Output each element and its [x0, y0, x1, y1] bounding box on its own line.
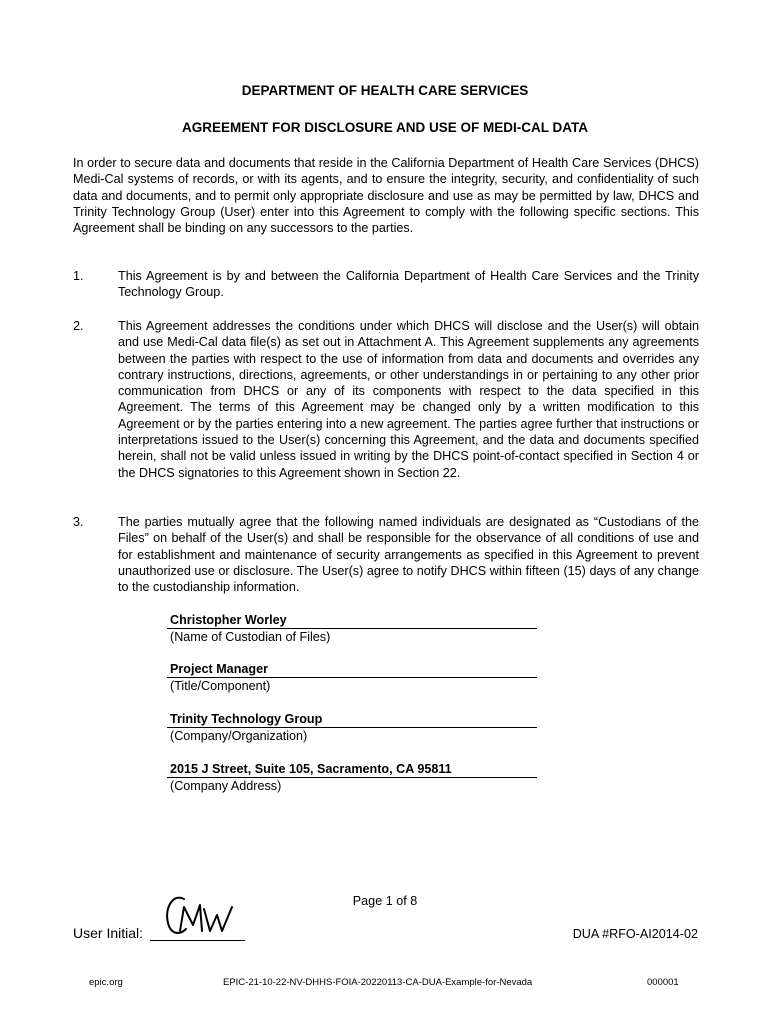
- section-number: 3.: [73, 515, 84, 529]
- user-initial-label: User Initial:: [73, 925, 144, 941]
- section-1: [73, 268, 699, 301]
- agreement-title: AGREEMENT FOR DISCLOSURE AND USE OF MEDI-CAL DATA: [181, 120, 588, 135]
- custodian-address: 2015 J Street, Suite 105, Sacramento, CA 95811: [167, 761, 537, 778]
- footer-document-id: EPIC-21-10-22-NV-DHHS-FOIA-20220113-CA-DUA-Example-for-Nevada: [223, 977, 533, 988]
- custodian-company-block: [167, 711, 537, 744]
- custodian-title-block: [167, 661, 537, 694]
- custodian-company: Trinity Technology Group: [167, 711, 537, 728]
- section-number: 1.: [73, 269, 84, 283]
- custodian-name: Christopher Worley: [167, 612, 537, 629]
- footer-page-id: 000001: [647, 977, 679, 988]
- section-text: This Agreement addresses the conditions under which DHCS will disclose and the User(s) will obtain and use Medi-Cal data file(s) as set out in Attachment A. This Agreement supplements any agreements between the parties with respect to the use of information from data and documents and overrides any contrary instructions, directions, agreements, or other understandings in or pertaining to any other prior communication from DHCS or any of its components with respect to the data specified in this Agreement. The terms of this Agreement may be changed only by a written modification to this Agreement or by the parties entering into a new agreement. The parties agree further that instructions or interpretations issued to the User(s) concerning this Agreement, and the data and documents specified herein, shall not be valid unless issued in writing by the DHCS point-of-contact specified in Section 4 or the DHCS signatories to this Agreement shown in Section 22.: [118, 319, 699, 480]
- section-text: This Agreement is by and between the California Department of Health Care Services and the Trinity Technology Group.: [118, 269, 699, 300]
- custodian-address-block: [167, 761, 537, 794]
- section-number: 2.: [73, 319, 84, 333]
- dua-number: DUA #RFO-AI2014-02: [572, 927, 698, 941]
- intro-paragraph: In order to secure data and documents that reside in the California Department of Health Care Services (DHCS) Medi-Cal systems of records, or with its agents, and to ensure the integrity, security, and confidentiality of such data and documents, and to permit only appropriate disclosure and use as may be permitted by law, DHCS and Trinity Technology Group (User) enter into this Agreement to comply with the following specific sections. This Agreement shall be binding on any successors to the parties.: [73, 156, 699, 236]
- custodian-name-label: (Name of Custodian of Files): [170, 630, 331, 644]
- handwritten-initials-signature: [160, 885, 240, 945]
- custodian-name-block: [167, 612, 537, 645]
- custodian-address-label: (Company Address): [170, 779, 282, 793]
- section-text: The parties mutually agree that the following named individuals are designated as “Custodians of the Files” on behalf of the User(s) and shall be responsible for the observance of all conditions of use and for establishment and maintenance of security arrangements as specified in this Agreement to prevent unauthorized use or disclosure. The User(s) agree to notify DHCS within fifteen (15) days of any change to the custodianship information.: [118, 515, 699, 595]
- department-heading: DEPARTMENT OF HEALTH CARE SERVICES: [241, 83, 529, 98]
- section-2: [73, 318, 699, 481]
- footer-source: epic.org: [89, 977, 123, 988]
- page-number: Page 1 of 8: [352, 894, 418, 908]
- custodian-title-label: (Title/Component): [170, 679, 271, 693]
- section-3: [73, 514, 699, 595]
- custodian-title: Project Manager: [167, 661, 537, 678]
- custodian-company-label: (Company/Organization): [170, 729, 308, 743]
